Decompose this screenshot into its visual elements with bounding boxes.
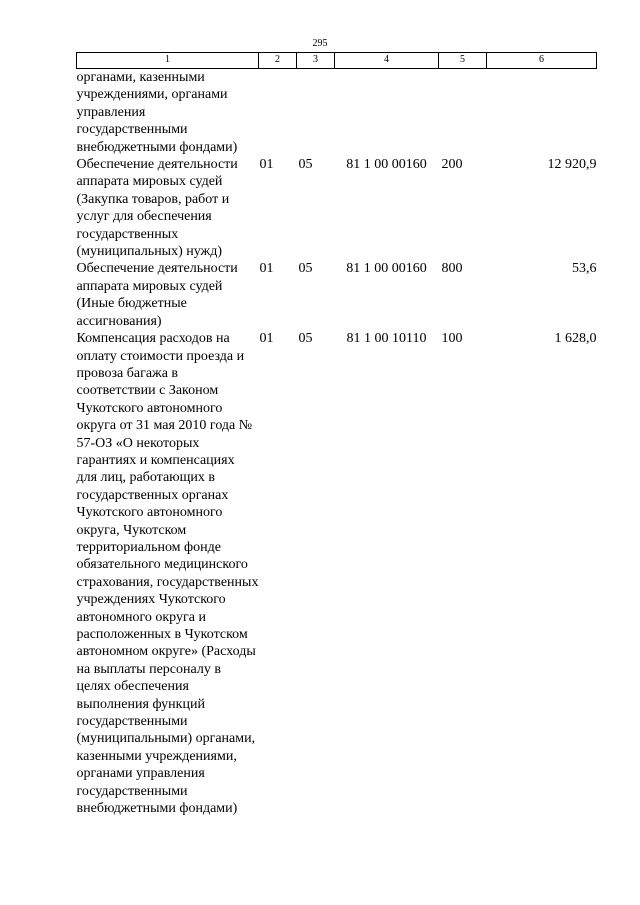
row-amount: [487, 69, 597, 157]
row-section: [259, 69, 297, 157]
table-header-row: [77, 53, 597, 69]
row-expense-type: [439, 69, 487, 157]
row-name: органами, казенными учреждениями, органами управления государственными внебюджетными фондами): [76, 70, 238, 155]
table-row: [77, 69, 597, 157]
row-name: Обеспечение деятельности аппарата мировых судей (Закупка товаров, работ и услуг для обеспечения государственных (муниципальных) нужд): [76, 157, 238, 260]
row-amount: 1 628,0: [554, 331, 597, 347]
row-expense-type: 800: [441, 261, 463, 277]
header-col-6: 6: [487, 53, 597, 69]
row-section: 01: [259, 331, 274, 347]
row-subsection: 05: [298, 157, 313, 173]
row-target-article: 81 1 00 10110: [346, 331, 427, 347]
header-col-3: 3: [297, 53, 335, 69]
row-subsection: [297, 69, 335, 157]
row-name: Компенсация расходов на оплату стоимости проезда и провоза багажа в соответствии с Законом Чукотского автономного округа от 31 мая 2010 года № 57-ОЗ «О некоторых гарантиях и компенсациях для лиц, работающих в государственных органах Чукотского автономного округа, Чукотском территориальном фонде обязательного медицинского страхования, государственных учреждениях Чукотского автономного округа и расположенных в Чукотском автономном округе» (Расходы на выплаты персоналу в целях обеспечения выполнения функций государственными (муниципальными) органами, казенными учреждениями, органами управления государственными внебюджетными фондами): [76, 331, 259, 817]
table-row: [77, 330, 597, 817]
row-amount: 12 920,9: [547, 157, 597, 173]
row-section: 01: [259, 261, 274, 277]
row-amount: 53,6: [572, 261, 597, 277]
row-target-article: 81 1 00 00160: [346, 261, 427, 277]
table-row: [77, 260, 597, 330]
row-expense-type: 200: [441, 157, 463, 173]
row-section: 01: [259, 157, 274, 173]
header-col-1: 1: [77, 53, 259, 69]
row-name: Обеспечение деятельности аппарата мировых судей (Иные бюджетные ассигнования): [76, 261, 238, 329]
page-number: 295: [312, 38, 328, 49]
row-target-article: 81 1 00 00160: [346, 157, 427, 173]
row-target-article: [335, 69, 439, 157]
row-subsection: 05: [298, 261, 313, 277]
row-expense-type: 100: [441, 331, 463, 347]
budget-table: [76, 52, 597, 817]
table-row: [77, 156, 597, 260]
header-col-4: 4: [335, 53, 439, 69]
header-col-5: 5: [439, 53, 487, 69]
header-col-2: 2: [259, 53, 297, 69]
row-subsection: 05: [298, 331, 313, 347]
